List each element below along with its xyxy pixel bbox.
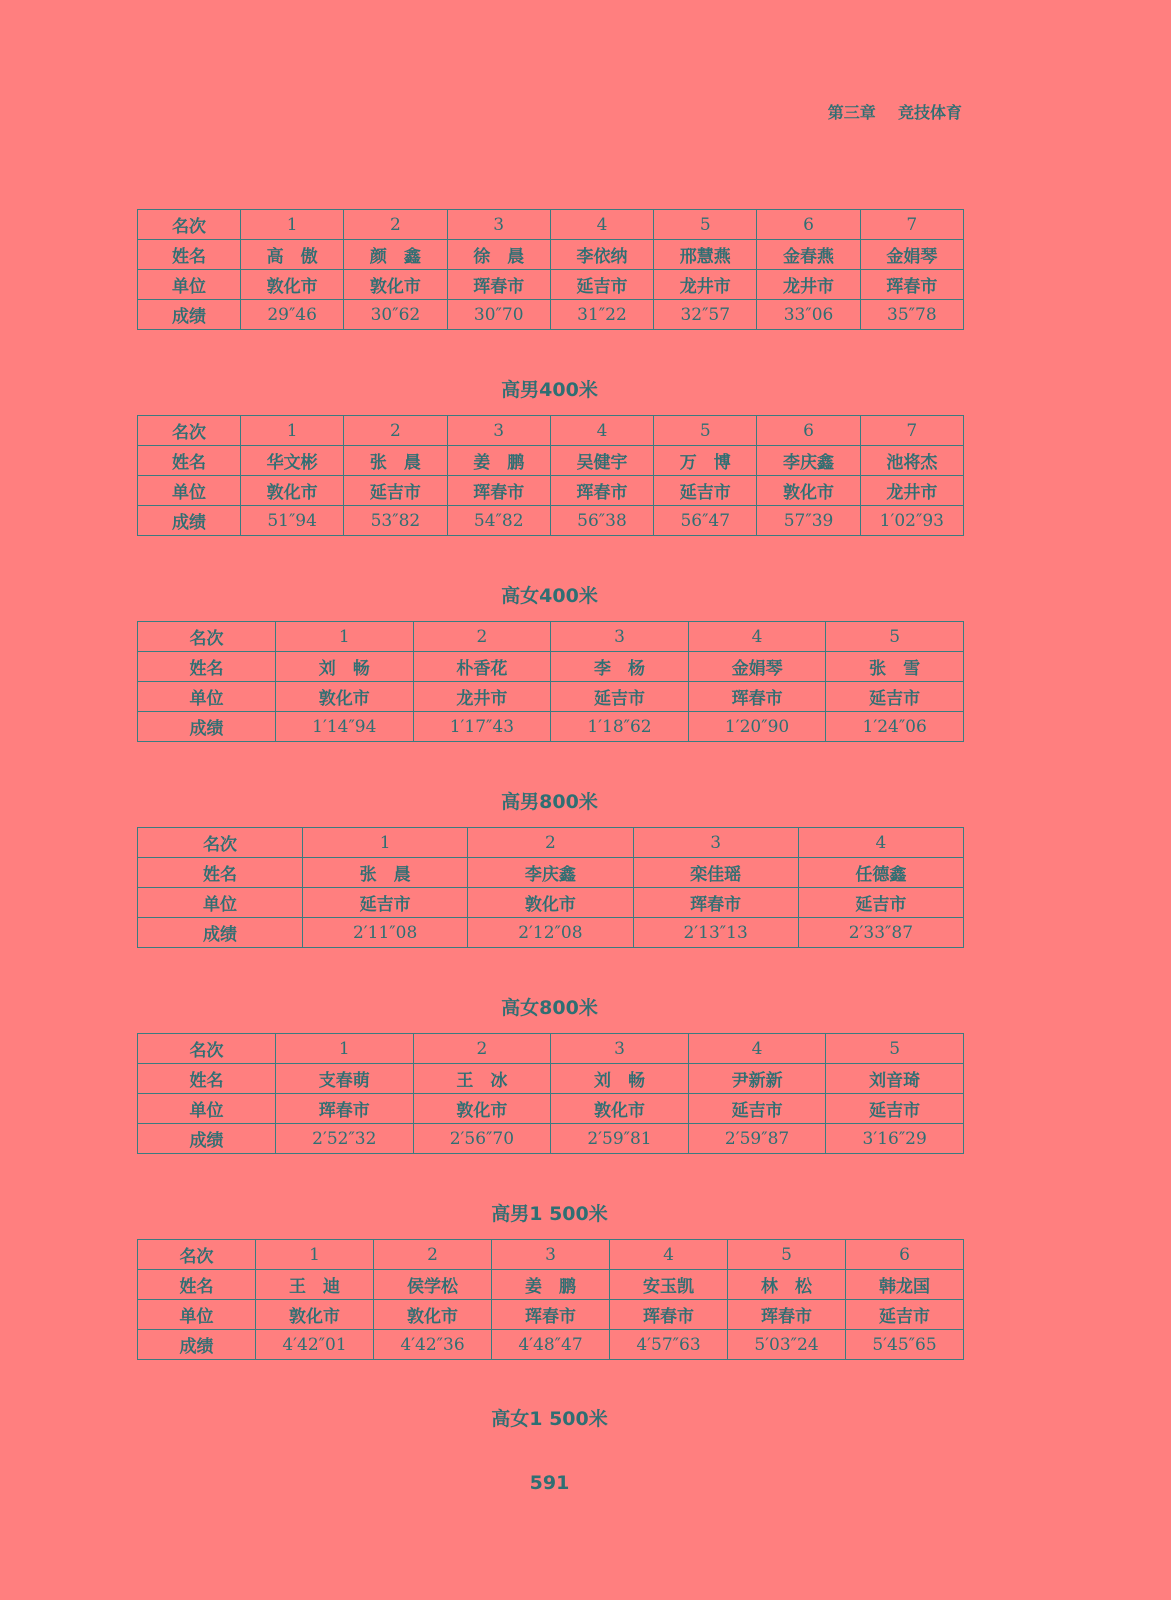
unit-cell: 敦化市 xyxy=(757,476,860,506)
name-cell: 刘 畅 xyxy=(551,1064,689,1094)
score-cell: 57″39 xyxy=(757,506,860,536)
score-cell: 4′42″01 xyxy=(256,1330,374,1360)
unit-cell: 延吉市 xyxy=(551,682,689,712)
name-label: 姓名 xyxy=(138,240,241,270)
rank-label: 名次 xyxy=(138,828,303,858)
unit-cell: 敦化市 xyxy=(413,1094,551,1124)
unit-cell: 龙井市 xyxy=(860,476,963,506)
score-cell: 5′03″24 xyxy=(728,1330,846,1360)
score-cell: 31″22 xyxy=(550,300,653,330)
unit-cell: 珲春市 xyxy=(492,1300,610,1330)
unit-cell: 珲春市 xyxy=(860,270,963,300)
score-cell: 2′12″08 xyxy=(468,918,633,948)
name-row xyxy=(138,1270,964,1300)
unit-row xyxy=(138,1094,964,1124)
unit-cell: 延吉市 xyxy=(550,270,653,300)
score-cell: 4′57″63 xyxy=(610,1330,728,1360)
name-cell: 侯学松 xyxy=(374,1270,492,1300)
score-cell: 32″57 xyxy=(654,300,757,330)
unit-cell: 珲春市 xyxy=(610,1300,728,1330)
name-cell: 安玉凯 xyxy=(610,1270,728,1300)
score-label: 成绩 xyxy=(138,712,276,742)
section-title: 高男400米 xyxy=(501,379,598,401)
rank-cell: 2 xyxy=(413,622,551,652)
name-row xyxy=(138,1064,964,1094)
name-cell: 李庆鑫 xyxy=(468,858,633,888)
name-label: 姓名 xyxy=(138,652,276,682)
unit-cell: 敦化市 xyxy=(276,682,414,712)
name-cell: 高 傲 xyxy=(241,240,344,270)
score-cell: 2′13″13 xyxy=(633,918,798,948)
score-cell: 53″82 xyxy=(344,506,447,536)
name-cell: 李依纳 xyxy=(550,240,653,270)
name-label: 姓名 xyxy=(138,1064,276,1094)
score-cell: 33″06 xyxy=(757,300,860,330)
results-table xyxy=(137,1239,964,1360)
score-row xyxy=(138,712,964,742)
score-cell: 4′42″36 xyxy=(374,1330,492,1360)
name-cell: 金春燕 xyxy=(757,240,860,270)
rank-cell: 5 xyxy=(826,622,964,652)
rank-row xyxy=(138,416,964,446)
score-label: 成绩 xyxy=(138,1124,276,1154)
unit-cell: 珲春市 xyxy=(550,476,653,506)
rank-cell: 4 xyxy=(688,1034,826,1064)
section-title: 高男1 500米 xyxy=(491,1203,608,1225)
rank-cell: 2 xyxy=(344,416,447,446)
unit-cell: 珲春市 xyxy=(688,682,826,712)
unit-label: 单位 xyxy=(138,888,303,918)
rank-cell: 3 xyxy=(633,828,798,858)
name-cell: 王 冰 xyxy=(413,1064,551,1094)
results-table xyxy=(137,415,964,536)
score-row xyxy=(138,1330,964,1360)
score-cell: 56″38 xyxy=(550,506,653,536)
score-cell: 2′59″87 xyxy=(688,1124,826,1154)
name-cell: 尹新新 xyxy=(688,1064,826,1094)
unit-cell: 珲春市 xyxy=(447,270,550,300)
name-cell: 王 迪 xyxy=(256,1270,374,1300)
name-cell: 万 博 xyxy=(654,446,757,476)
name-cell: 李庆鑫 xyxy=(757,446,860,476)
results-table xyxy=(137,1033,964,1154)
running-header xyxy=(828,100,962,123)
rank-cell: 4 xyxy=(798,828,963,858)
rank-row xyxy=(138,210,964,240)
results-table xyxy=(137,827,964,948)
rank-cell: 1 xyxy=(303,828,468,858)
name-cell: 姜 鹏 xyxy=(447,446,550,476)
unit-cell: 敦化市 xyxy=(241,476,344,506)
rank-cell: 2 xyxy=(468,828,633,858)
unit-row xyxy=(138,270,964,300)
score-label: 成绩 xyxy=(138,300,241,330)
score-row xyxy=(138,300,964,330)
rank-cell: 3 xyxy=(551,622,689,652)
name-cell: 任德鑫 xyxy=(798,858,963,888)
unit-label: 单位 xyxy=(138,476,241,506)
score-cell: 2′52″32 xyxy=(276,1124,414,1154)
unit-cell: 敦化市 xyxy=(551,1094,689,1124)
name-cell: 刘 畅 xyxy=(276,652,414,682)
name-cell: 韩龙国 xyxy=(846,1270,964,1300)
name-cell: 华文彬 xyxy=(241,446,344,476)
unit-cell: 珲春市 xyxy=(633,888,798,918)
name-row xyxy=(138,240,964,270)
unit-cell: 珲春市 xyxy=(728,1300,846,1330)
unit-cell: 延吉市 xyxy=(846,1300,964,1330)
section-title: 高女800米 xyxy=(501,997,598,1019)
rank-cell: 6 xyxy=(757,416,860,446)
rank-cell: 4 xyxy=(688,622,826,652)
page-number: 591 xyxy=(529,1472,570,1494)
name-row xyxy=(138,446,964,476)
section-title: 高女400米 xyxy=(501,585,598,607)
name-cell: 金娟琴 xyxy=(860,240,963,270)
unit-label: 单位 xyxy=(138,270,241,300)
rank-label: 名次 xyxy=(138,1034,276,1064)
score-cell: 3′16″29 xyxy=(826,1124,964,1154)
name-cell: 吴健宇 xyxy=(550,446,653,476)
rank-cell: 5 xyxy=(654,210,757,240)
name-cell: 徐 晨 xyxy=(447,240,550,270)
rank-label: 名次 xyxy=(138,210,241,240)
rank-cell: 7 xyxy=(860,416,963,446)
score-cell: 54″82 xyxy=(447,506,550,536)
rank-cell: 3 xyxy=(447,210,550,240)
rank-cell: 1 xyxy=(256,1240,374,1270)
score-cell: 29″46 xyxy=(241,300,344,330)
name-cell: 支春萌 xyxy=(276,1064,414,1094)
unit-cell: 敦化市 xyxy=(256,1300,374,1330)
score-cell: 1′17″43 xyxy=(413,712,551,742)
unit-cell: 龙井市 xyxy=(757,270,860,300)
rank-cell: 2 xyxy=(413,1034,551,1064)
rank-cell: 4 xyxy=(550,416,653,446)
score-row xyxy=(138,506,964,536)
rank-cell: 4 xyxy=(550,210,653,240)
score-cell: 1′14″94 xyxy=(276,712,414,742)
unit-label: 单位 xyxy=(138,1094,276,1124)
rank-cell: 6 xyxy=(757,210,860,240)
score-label: 成绩 xyxy=(138,1330,256,1360)
score-label: 成绩 xyxy=(138,506,241,536)
name-cell: 李 杨 xyxy=(551,652,689,682)
unit-cell: 延吉市 xyxy=(654,476,757,506)
rank-cell: 6 xyxy=(846,1240,964,1270)
section-title: 高男800米 xyxy=(501,791,598,813)
unit-cell: 延吉市 xyxy=(688,1094,826,1124)
name-cell: 张 雪 xyxy=(826,652,964,682)
name-cell: 姜 鹏 xyxy=(492,1270,610,1300)
score-cell: 1′18″62 xyxy=(551,712,689,742)
unit-row xyxy=(138,1300,964,1330)
unit-cell: 延吉市 xyxy=(344,476,447,506)
unit-cell: 珲春市 xyxy=(276,1094,414,1124)
unit-cell: 珲春市 xyxy=(447,476,550,506)
score-cell: 30″70 xyxy=(447,300,550,330)
score-cell: 56″47 xyxy=(654,506,757,536)
unit-cell: 敦化市 xyxy=(374,1300,492,1330)
rank-cell: 5 xyxy=(826,1034,964,1064)
name-row xyxy=(138,652,964,682)
rank-cell: 1 xyxy=(241,210,344,240)
name-cell: 张 晨 xyxy=(344,446,447,476)
unit-cell: 延吉市 xyxy=(798,888,963,918)
rank-cell: 7 xyxy=(860,210,963,240)
rank-cell: 3 xyxy=(447,416,550,446)
score-row xyxy=(138,1124,964,1154)
rank-cell: 3 xyxy=(492,1240,610,1270)
rank-label: 名次 xyxy=(138,622,276,652)
score-cell: 2′59″81 xyxy=(551,1124,689,1154)
rank-cell: 2 xyxy=(344,210,447,240)
rank-cell: 3 xyxy=(551,1034,689,1064)
score-cell: 30″62 xyxy=(344,300,447,330)
name-cell: 邢慧燕 xyxy=(654,240,757,270)
score-cell: 1′02″93 xyxy=(860,506,963,536)
score-cell: 51″94 xyxy=(241,506,344,536)
name-cell: 颜 鑫 xyxy=(344,240,447,270)
name-cell: 朴香花 xyxy=(413,652,551,682)
unit-cell: 敦化市 xyxy=(344,270,447,300)
results-table xyxy=(137,209,964,330)
unit-cell: 龙井市 xyxy=(654,270,757,300)
score-cell: 2′11″08 xyxy=(303,918,468,948)
unit-cell: 延吉市 xyxy=(303,888,468,918)
chapter-title: 竞技体育 xyxy=(897,103,962,122)
unit-row xyxy=(138,888,964,918)
rank-row xyxy=(138,828,964,858)
name-cell: 池将杰 xyxy=(860,446,963,476)
rank-row xyxy=(138,622,964,652)
rank-cell: 4 xyxy=(610,1240,728,1270)
rank-cell: 1 xyxy=(241,416,344,446)
rank-cell: 1 xyxy=(276,622,414,652)
score-label: 成绩 xyxy=(138,918,303,948)
unit-cell: 延吉市 xyxy=(826,682,964,712)
name-cell: 刘音琦 xyxy=(826,1064,964,1094)
name-cell: 林 松 xyxy=(728,1270,846,1300)
name-label: 姓名 xyxy=(138,1270,256,1300)
rank-label: 名次 xyxy=(138,416,241,446)
unit-cell: 敦化市 xyxy=(241,270,344,300)
unit-row xyxy=(138,476,964,506)
score-cell: 2′56″70 xyxy=(413,1124,551,1154)
unit-cell: 敦化市 xyxy=(468,888,633,918)
unit-cell: 延吉市 xyxy=(826,1094,964,1124)
name-cell: 金娟琴 xyxy=(688,652,826,682)
name-cell: 张 晨 xyxy=(303,858,468,888)
rank-cell: 5 xyxy=(654,416,757,446)
name-row xyxy=(138,858,964,888)
unit-label: 单位 xyxy=(138,1300,256,1330)
unit-row xyxy=(138,682,964,712)
score-row xyxy=(138,918,964,948)
unit-label: 单位 xyxy=(138,682,276,712)
score-cell: 1′20″90 xyxy=(688,712,826,742)
rank-row xyxy=(138,1240,964,1270)
rank-label: 名次 xyxy=(138,1240,256,1270)
score-cell: 35″78 xyxy=(860,300,963,330)
chapter-label: 第三章 xyxy=(827,103,876,122)
score-cell: 2′33″87 xyxy=(798,918,963,948)
rank-cell: 1 xyxy=(276,1034,414,1064)
results-table xyxy=(137,621,964,742)
section-title-women-1500m: 高女1 500米 xyxy=(491,1408,608,1430)
name-label: 姓名 xyxy=(138,446,241,476)
name-cell: 栾佳瑶 xyxy=(633,858,798,888)
score-cell: 5′45″65 xyxy=(846,1330,964,1360)
rank-cell: 2 xyxy=(374,1240,492,1270)
score-cell: 4′48″47 xyxy=(492,1330,610,1360)
score-cell: 1′24″06 xyxy=(826,712,964,742)
name-label: 姓名 xyxy=(138,858,303,888)
rank-cell: 5 xyxy=(728,1240,846,1270)
unit-cell: 龙井市 xyxy=(413,682,551,712)
rank-row xyxy=(138,1034,964,1064)
